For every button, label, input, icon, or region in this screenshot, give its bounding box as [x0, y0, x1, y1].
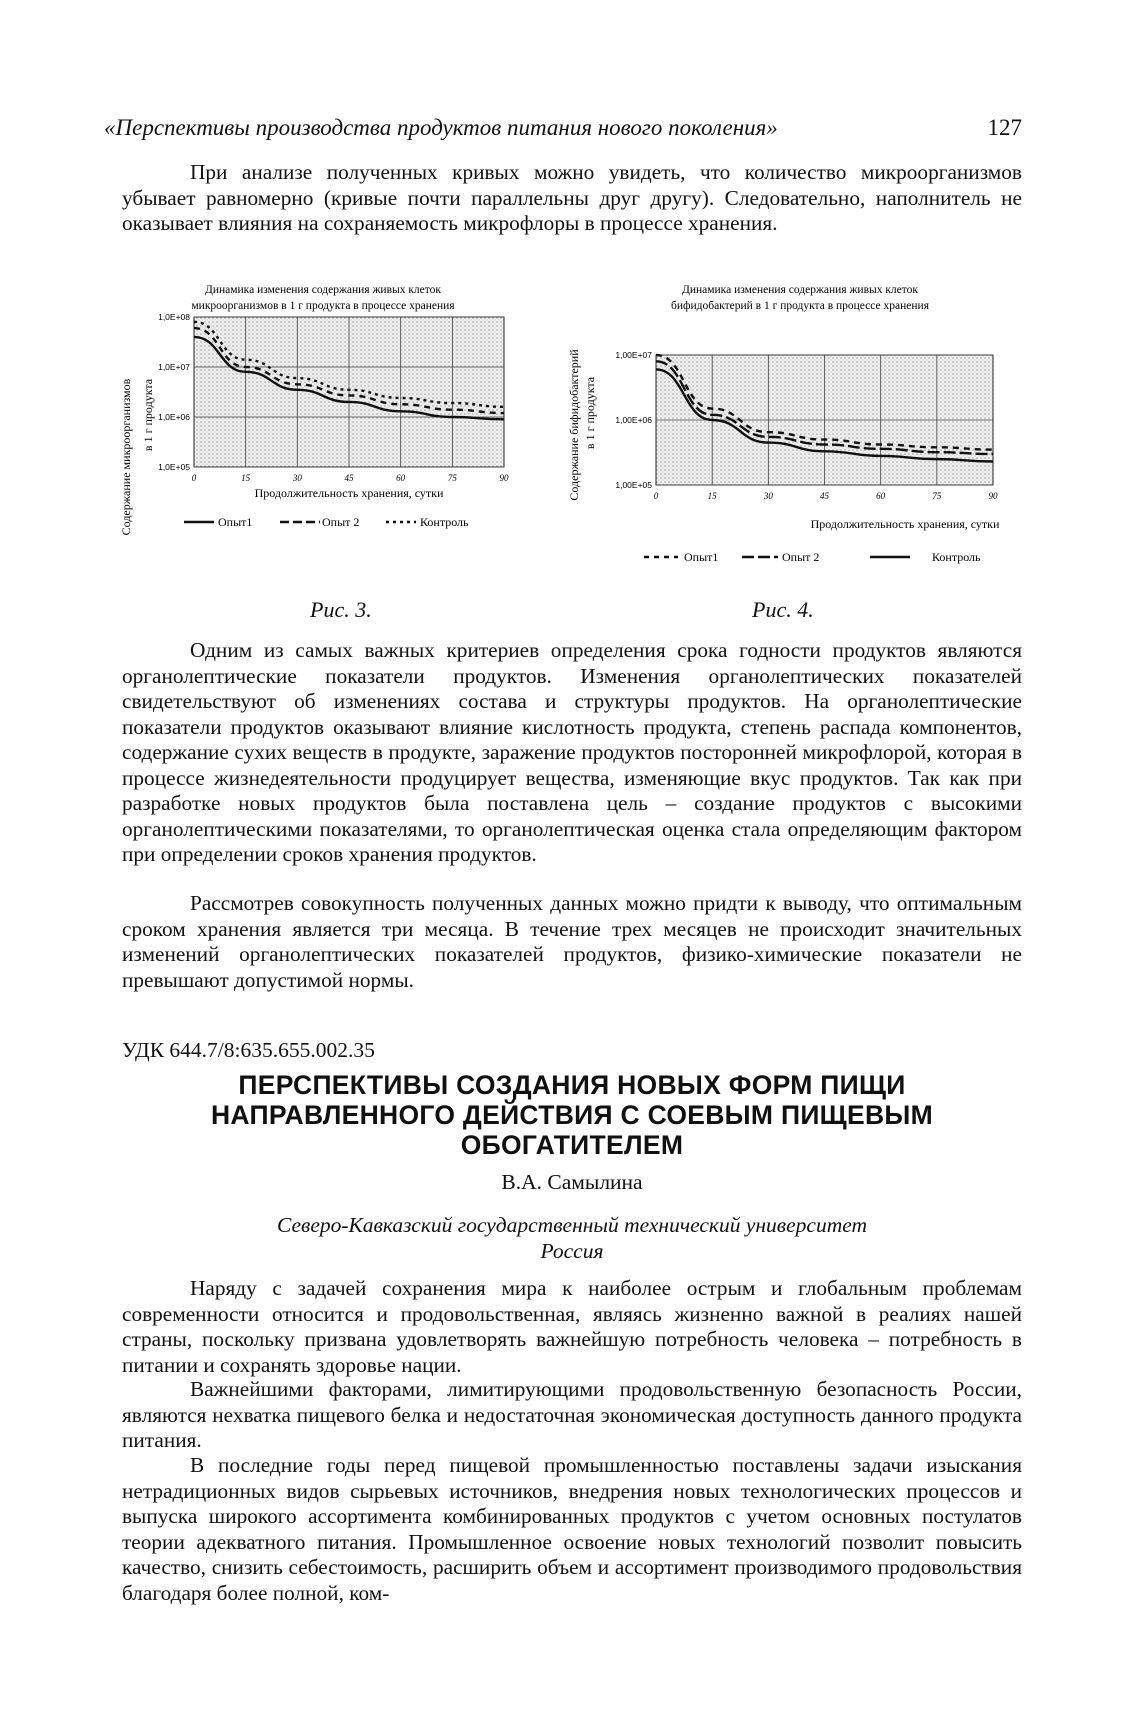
x-tick-label: 15: [707, 491, 717, 501]
y-tick-label: 1,0E+08: [158, 312, 190, 322]
x-tick-labels: [654, 491, 998, 501]
legend: [184, 515, 469, 529]
chart-title-line2: микроорганизмов в 1 г продукта в процессе хранения: [191, 300, 455, 312]
udk-code: УДК 644.7/8:635.655.002.35: [122, 1038, 375, 1062]
y-axis-label-line1: Содержание бифидобактерий: [567, 349, 581, 501]
legend-label-kontrol: Контроль: [932, 550, 981, 564]
body-paragraph-1: Одним из самых важных критериев определения срока годности продуктов являются органолептические показатели продуктов. Изменения органолептических показателей свидетельствуют об изменениях состава и структуры продуктов. На органолептические показатели продуктов оказывают влияние кислотность продукта, степень распада компонентов, содержание сухих веществ в продукте, заражение продуктов посторонней микрофлорой, которая в процессе жизнедеятельности продуцирует вещества, изменяющие вкус продуктов. Так как при разработке новых продуктов была поставлена цель – создание продуктов с высокими органолептическими показателями, то органолептическая оценка стала определяющим фактором при определении сроков хранения продуктов.: [122, 638, 1022, 866]
chart-title-line2: бифидобактерий в 1 г продукта в процессе хранения: [671, 300, 929, 312]
x-tick-label: 75: [447, 473, 457, 483]
article-title: ПЕРСПЕКТИВЫ СОЗДАНИЯ НОВЫХ ФОРМ ПИЩИ НАПРАВЛЕННОГО ДЕЙСТВИЯ С СОЕВЫМ ПИЩЕВЫМ ОБОГАТИТЕЛЕМ: [210, 1070, 933, 1160]
figure-3: [108, 285, 538, 585]
chart-title-line1: Динамика изменения содержания живых клеток: [204, 285, 442, 296]
x-tick-label: 30: [292, 473, 302, 483]
x-tick-labels: [192, 473, 509, 483]
legend-label-opyt2: Опыт 2: [782, 550, 820, 564]
article-paragraph-2: Важнейшими факторами, лимитирующими продовольственную безопасность России, являются нехватка пищевого белка и недостаточная экономическая доступность данного продукта питания.: [122, 1377, 1022, 1452]
chart-title-line1: Динамика изменения содержания живых клеток: [681, 285, 919, 296]
legend: [644, 550, 981, 564]
x-tick-label: 45: [344, 473, 354, 483]
article-affiliation: [122, 1212, 1022, 1264]
x-axis-label: Продолжительность хранения, сутки: [810, 517, 1000, 531]
running-header: [104, 115, 1022, 145]
x-tick-label: 60: [396, 473, 406, 483]
x-tick-label: 15: [241, 473, 251, 483]
affiliation-country: Россия: [540, 1239, 604, 1263]
figure-4-caption: Рис. 4.: [752, 597, 814, 622]
article-paragraph-3: В последние годы перед пищевой промышленностью поставлены задачи изыскания нетрадиционных видов сырьевых источников, внедрения новых технологических процессов и выпуска широкого ассортимента комбинированных продуктов с учетом основных постулатов теории адекватного питания. Промышленное освоение новых технологий позволит повысить качество, снизить себестоимость, расширить объем и ассортимент производимого продовольствия благодаря более полной, ком-: [122, 1453, 1022, 1605]
y-tick-label: 1,00E+07: [615, 350, 652, 360]
figure-4-chart: [560, 285, 1020, 585]
legend-label-opyt2: Опыт 2: [322, 515, 360, 529]
figure-3-chart: [108, 285, 538, 585]
y-tick-labels: [158, 312, 190, 472]
figure-3-caption: Рис. 3.: [310, 597, 372, 622]
intro-paragraph: При анализе полученных кривых можно увидеть, что количество микроорганизмов убывает равномерно (кривые почти параллельны друг другу). Следовательно, наполнитель не оказывает влияния на сохраняемость микрофлоры в процессе хранения.: [122, 160, 1022, 235]
x-tick-label: 0: [653, 491, 659, 501]
x-tick-label: 30: [763, 491, 773, 501]
y-axis-label-line1: Содержание микроорганизмов: [119, 378, 133, 536]
y-tick-label: 1,00E+06: [615, 415, 652, 425]
legend-label-opyt1: Опыт1: [218, 515, 253, 529]
x-tick-label: 75: [932, 491, 942, 501]
article-author: В.А. Самылина: [501, 1170, 643, 1194]
y-tick-labels: [615, 350, 652, 490]
affiliation-university: Северо-Кавказский государственный технический университет: [276, 1213, 868, 1237]
legend-label-opyt1: Опыт1: [684, 550, 719, 564]
figure-4: [560, 285, 1020, 585]
x-tick-label: 90: [988, 491, 998, 501]
y-axis-label-line2: в 1 г продукта: [583, 376, 597, 450]
body-paragraph-2: Рассмотрев совокупность полученных данных можно придти к выводу, что оптимальным сроком хранения является три месяца. В течение трех месяцев не происходит значительных изменений органолептических показателей продуктов, физико-химические показатели не превышают допустимой нормы.: [122, 891, 1022, 992]
y-tick-label: 1,0E+05: [158, 462, 190, 472]
article-paragraph-1: Наряду с задачей сохранения мира к наиболее острым и глобальным проблемам современности относится и продовольственная, являясь жизненно важной в реалиях нашей страны, поскольку призвана удовлетворять важнейшую потребность человека – потребность в питании и сохранять здоровье нации.: [122, 1276, 1022, 1377]
x-tick-label: 60: [876, 491, 886, 501]
legend-label-kontrol: Контроль: [420, 515, 469, 529]
y-axis-label-line2: в 1 г продукта: [141, 378, 155, 452]
x-tick-label: 90: [499, 473, 509, 483]
page-number: 127: [987, 115, 1022, 140]
y-tick-label: 1,00E+05: [615, 480, 652, 490]
y-tick-label: 1,0E+06: [158, 412, 190, 422]
journal-title: «Перспективы производства продуктов питания нового поколения»: [104, 115, 778, 140]
x-tick-label: 0: [191, 473, 197, 483]
x-tick-label: 45: [820, 491, 829, 501]
x-axis-label: Продолжительность хранения, сутки: [254, 486, 444, 500]
y-tick-label: 1,0E+07: [158, 362, 190, 372]
